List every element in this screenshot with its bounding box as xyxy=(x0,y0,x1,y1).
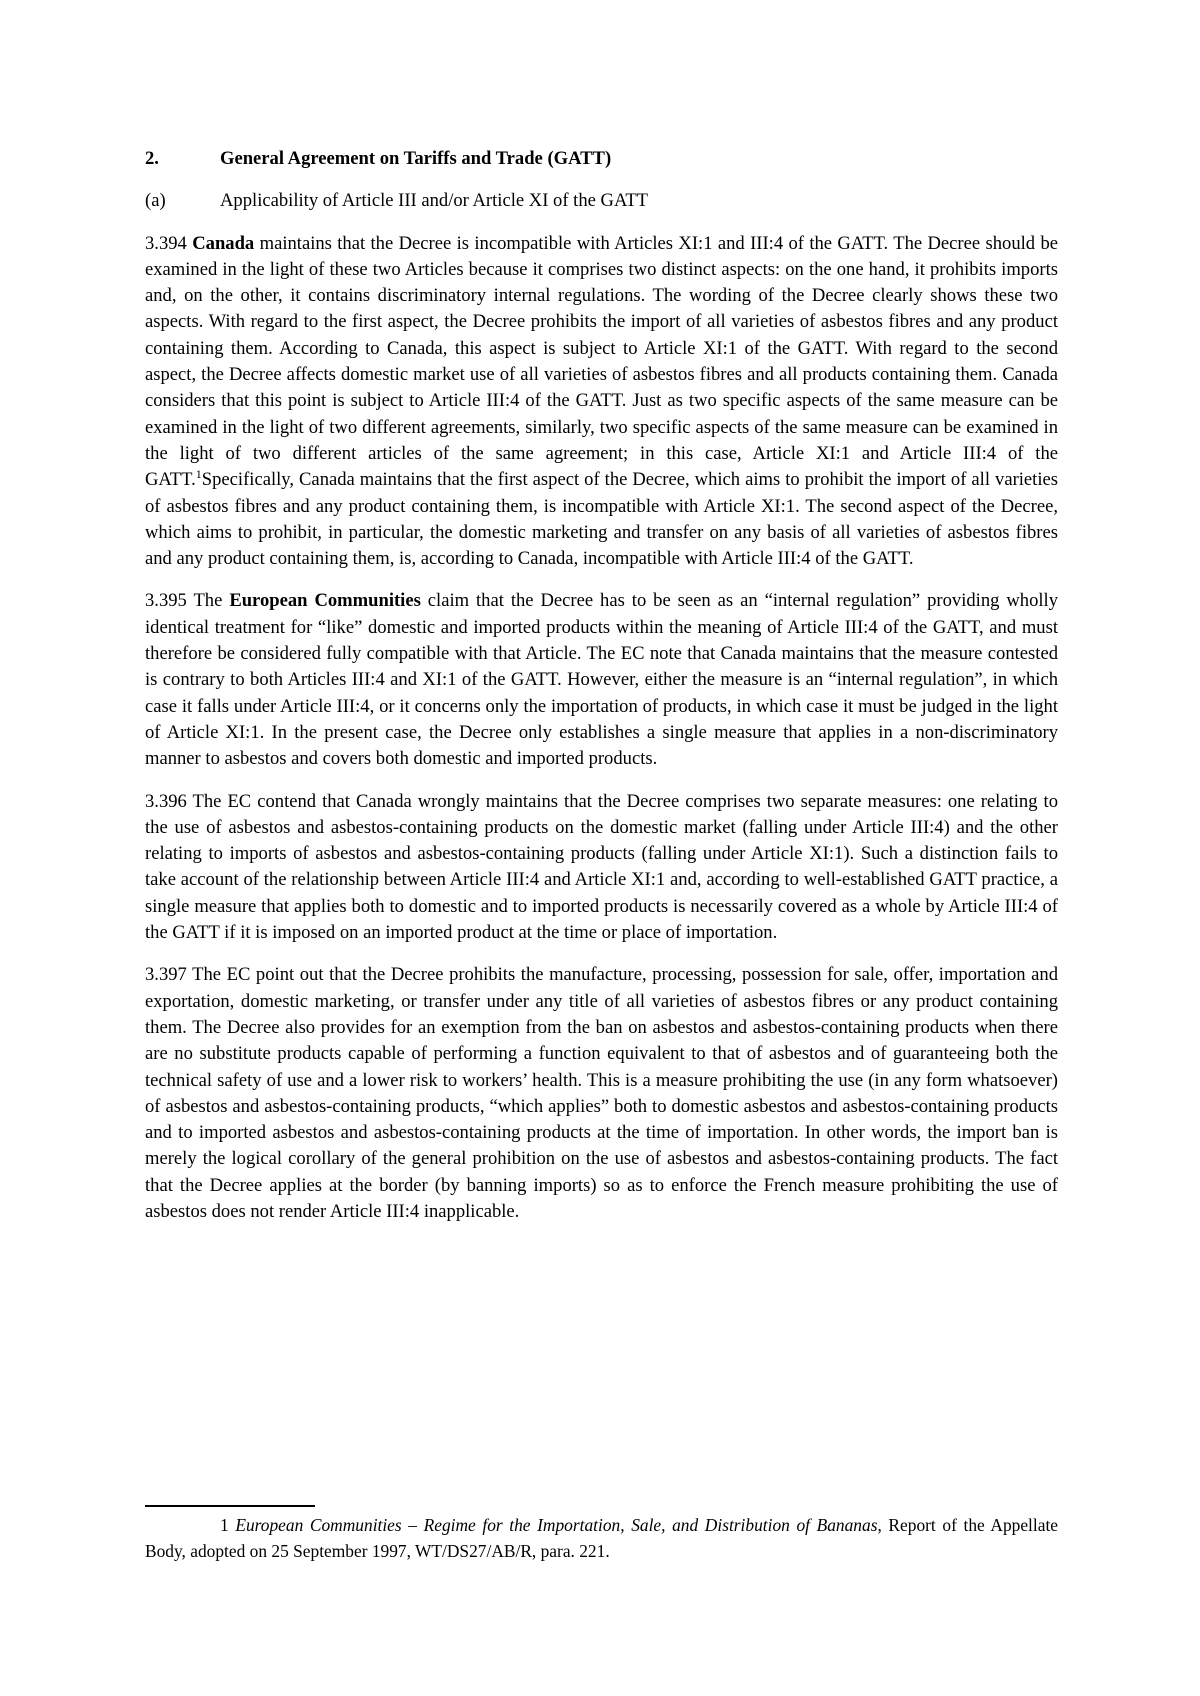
paragraph-3-395 xyxy=(145,588,1058,772)
paragraph-3-394 xyxy=(145,231,1058,573)
footnote xyxy=(145,1512,1058,1564)
footnote-case-title: European Communities – Regime for the Importation, Sale, and Distribution of Bananas xyxy=(235,1515,878,1535)
document-body xyxy=(145,146,1058,1225)
footnote-reference[interactable]: 1 xyxy=(195,467,202,482)
paragraph-text: The EC point out that the Decree prohibits the manufacture, processing, possession for sale, offer, importation and exportation, domestic marketing, or transfer under any title of all varieties of asbestos fibres or any product containing them. The Decree also provides for an exemption from the ban on asbestos and asbestos-containing products when there are no substitute products capable of performing a function equivalent to that of asbestos and of guaranteeing both the technical safety of use and a lower risk to workers’ health. This is a measure prohibiting the use (in any form whatsoever) of asbestos and asbestos-containing products, “which applies” both to domestic asbestos and asbestos-containing products and to imported asbestos and asbestos-containing products at the time of importation. In other words, the import ban is merely the logical corollary of the general prohibition on the use of asbestos and asbestos-containing products. The fact that the Decree applies at the border (by banning imports) so as to enforce the French measure prohibiting the use of asbestos does not render Article III:4 inapplicable. xyxy=(145,964,1058,1222)
subsection-heading xyxy=(145,188,1058,214)
party-name: Canada xyxy=(192,232,255,254)
section-number: 2. xyxy=(145,148,159,169)
section-title: General Agreement on Tariffs and Trade (GATT) xyxy=(220,148,612,169)
paragraph-3-397 xyxy=(145,962,1058,1225)
party-name: European Communities xyxy=(229,590,421,612)
footnote-number: 1 xyxy=(220,1515,229,1535)
paragraph-lead: The xyxy=(193,590,230,612)
subsection-title: Applicability of Article III and/or Article XI of the GATT xyxy=(220,190,649,212)
footnote-text: , Report of the Appellate Body, adopted on 25 September 1997, WT/DS27/AB/R, para. 221. xyxy=(145,1515,1058,1561)
paragraph-number: 3.397 xyxy=(145,964,187,986)
paragraph-text: maintains that the Decree is incompatible with Articles XI:1 and III:4 of the GATT. The Decree should be examined in the light of these two Articles because it comprises two distinct aspects: on the one hand, it prohibits imports and, on the other, it contains discriminatory internal regulations. The wording of the Decree clearly shows these two aspects. With regard to the first aspect, the Decree prohibits the import of all varieties of asbestos fibres and any product containing them. According to Canada, this aspect is subject to Article XI:1 of the GATT. With regard to the second aspect, the Decree affects domestic market use of all varieties of asbestos fibres and all products containing them. Canada considers that this point is subject to Article III:4 of the GATT. Just as two specific aspects of the same measure can be examined in the light of two different agreements, similarly, two specific aspects of the same measure can be examined in the light of two different articles of the same agreement; in this case, Article XI:1 and Article III:4 of the GATT. xyxy=(145,232,1058,491)
footnote-separator xyxy=(145,1505,315,1507)
paragraph-3-396 xyxy=(145,789,1058,947)
subsection-number: (a) xyxy=(145,190,166,212)
paragraph-text-continued: Specifically, Canada maintains that the first aspect of the Decree, which aims to prohibit the import of all varieties of asbestos fibres and any product containing them, is incompatible with Article XI:1. The second aspect of the Decree, which aims to prohibit, in particular, the domestic marketing and transfer on any basis of all varieties of asbestos fibres and any product containing them, is, according to Canada, incompatible with Article III:4 of the GATT. xyxy=(145,469,1058,570)
paragraph-text: The EC contend that Canada wrongly maintains that the Decree comprises two separate measures: one relating to the use of asbestos and asbestos-containing products on the domestic market (falling under Article III:4) and the other relating to imports of asbestos and asbestos-containing products (falling under Article XI:1). Such a distinction fails to take account of the relationship between Article III:4 and Article XI:1 and, according to well-established GATT practice, a single measure that applies both to domestic and to imported products is necessarily covered as a whole by Article III:4 of the GATT if it is imposed on an imported product at the time or place of importation. xyxy=(145,790,1059,944)
section-heading xyxy=(145,146,1058,172)
paragraph-text: claim that the Decree has to be seen as an “internal regulation” providing wholly identical treatment for “like” domestic and imported products within the meaning of Article III:4 of the GATT, and must therefore be considered fully compatible with that Article. The EC note that Canada maintains that the measure contested is contrary to both Articles III:4 and XI:1 of the GATT. However, either the measure is an “internal regulation”, in which case it falls under Article III:4, or it concerns only the importation of products, in which case it must be judged in the light of Article XI:1. In the present case, the Decree only establishes a single measure that applies in a non-discriminatory manner to asbestos and covers both domestic and imported products. xyxy=(145,590,1059,770)
paragraph-number: 3.396 xyxy=(145,790,187,812)
paragraph-number: 3.394 xyxy=(145,232,187,254)
paragraph-number: 3.395 xyxy=(145,590,187,612)
